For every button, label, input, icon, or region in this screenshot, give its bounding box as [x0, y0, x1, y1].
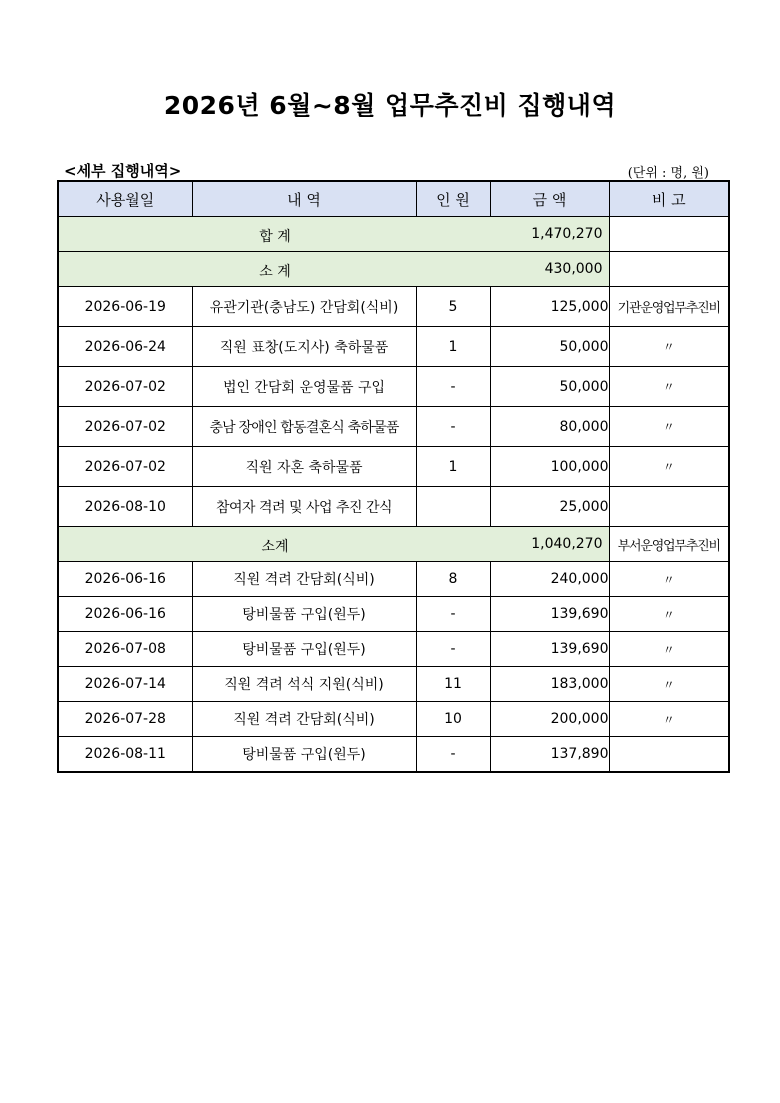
row-memo: 〃 — [609, 562, 729, 597]
grand-total-amount: 1,470,270 — [531, 226, 603, 242]
row-memo: 기관운영업무추진비 — [609, 287, 729, 327]
table-header-row — [58, 181, 729, 217]
row-date: 2026-07-02 — [58, 407, 192, 447]
table-row — [58, 702, 729, 737]
row-details: 법인 간담회 운영물품 구입 — [192, 367, 416, 407]
row-details: 직원 격려 간담회(식비) — [192, 702, 416, 737]
row-memo: 〃 — [609, 407, 729, 447]
subtotal-2-amount: 1,040,270 — [531, 536, 603, 552]
table-row — [58, 327, 729, 367]
table-row — [58, 737, 729, 773]
row-memo: 〃 — [609, 367, 729, 407]
row-details: 유관기관(충남도) 간담회(식비) — [192, 287, 416, 327]
subtotal-1-memo — [609, 252, 729, 287]
table-row — [58, 667, 729, 702]
row-memo: 〃 — [609, 597, 729, 632]
row-amount: 25,000 — [490, 487, 609, 527]
table-row — [58, 597, 729, 632]
section-subheading: <세부 집행내역> — [64, 162, 182, 180]
column-header-memo: 비 고 — [609, 181, 729, 217]
row-persons: - — [416, 737, 490, 773]
table-row — [58, 367, 729, 407]
row-details: 탕비물품 구입(원두) — [192, 632, 416, 667]
row-date: 2026-07-28 — [58, 702, 192, 737]
row-date: 2026-07-02 — [58, 447, 192, 487]
subtotal-1-label: 소 계 — [259, 264, 291, 280]
unit-note: (단위 : 명, 원) — [627, 166, 709, 181]
subtotal-row-2 — [58, 527, 729, 562]
subtotal-row-1 — [58, 252, 729, 287]
row-persons: 10 — [416, 702, 490, 737]
column-header-date: 사용월일 — [58, 181, 192, 217]
row-amount: 80,000 — [490, 407, 609, 447]
row-amount: 183,000 — [490, 667, 609, 702]
column-header-persons: 인 원 — [416, 181, 490, 217]
subtotal-2-label-cell — [58, 527, 609, 562]
row-date: 2026-06-16 — [58, 562, 192, 597]
row-memo — [609, 487, 729, 527]
table-row — [58, 632, 729, 667]
grand-total-row — [58, 217, 729, 252]
row-details: 직원 격려 간담회(식비) — [192, 562, 416, 597]
grand-total-label-cell — [58, 217, 609, 252]
row-memo: 〃 — [609, 702, 729, 737]
row-date: 2026-06-16 — [58, 597, 192, 632]
table-row — [58, 487, 729, 527]
column-header-details: 내 역 — [192, 181, 416, 217]
table-row — [58, 287, 729, 327]
row-amount: 139,690 — [490, 597, 609, 632]
row-amount: 125,000 — [490, 287, 609, 327]
row-amount: 200,000 — [490, 702, 609, 737]
table-row — [58, 407, 729, 447]
row-memo: 〃 — [609, 667, 729, 702]
row-date: 2026-06-24 — [58, 327, 192, 367]
row-persons: 8 — [416, 562, 490, 597]
subtotal-2-memo: 부서운영업무추진비 — [609, 527, 729, 562]
subtotal-1-label-cell — [58, 252, 609, 287]
row-persons — [416, 487, 490, 527]
row-persons: 1 — [416, 327, 490, 367]
row-persons: - — [416, 597, 490, 632]
row-amount: 137,890 — [490, 737, 609, 773]
subtotal-1-amount: 430,000 — [544, 261, 603, 277]
row-persons: - — [416, 632, 490, 667]
row-persons: 5 — [416, 287, 490, 327]
row-details: 충남 장애인 합동결혼식 축하물품 — [192, 407, 416, 447]
row-details: 탕비물품 구입(원두) — [192, 597, 416, 632]
row-date: 2026-08-10 — [58, 487, 192, 527]
row-persons: - — [416, 367, 490, 407]
subtotal-2-label: 소계 — [261, 539, 289, 555]
row-memo: 〃 — [609, 447, 729, 487]
table-row — [58, 562, 729, 597]
row-date: 2026-07-08 — [58, 632, 192, 667]
row-details: 직원 자혼 축하물품 — [192, 447, 416, 487]
page-title: 2026년 6월~8월 업무추진비 집행내역 — [163, 91, 617, 120]
row-date: 2026-07-02 — [58, 367, 192, 407]
row-memo: 〃 — [609, 632, 729, 667]
row-memo: 〃 — [609, 327, 729, 367]
row-amount: 50,000 — [490, 327, 609, 367]
row-amount: 240,000 — [490, 562, 609, 597]
row-details: 직원 격려 석식 지원(식비) — [192, 667, 416, 702]
row-details: 직원 표창(도지사) 축하물품 — [192, 327, 416, 367]
row-amount: 100,000 — [490, 447, 609, 487]
row-persons: 11 — [416, 667, 490, 702]
row-date: 2026-06-19 — [58, 287, 192, 327]
row-persons: - — [416, 407, 490, 447]
grand-total-label: 합 계 — [259, 229, 291, 245]
column-header-amount: 금 액 — [490, 181, 609, 217]
row-amount: 50,000 — [490, 367, 609, 407]
expense-table — [57, 180, 730, 773]
grand-total-memo — [609, 217, 729, 252]
table-row — [58, 447, 729, 487]
row-details: 탕비물품 구입(원두) — [192, 737, 416, 773]
row-date: 2026-07-14 — [58, 667, 192, 702]
row-persons: 1 — [416, 447, 490, 487]
row-amount: 139,690 — [490, 632, 609, 667]
row-details: 참여자 격려 및 사업 추진 간식 — [192, 487, 416, 527]
row-date: 2026-08-11 — [58, 737, 192, 773]
row-memo — [609, 737, 729, 773]
